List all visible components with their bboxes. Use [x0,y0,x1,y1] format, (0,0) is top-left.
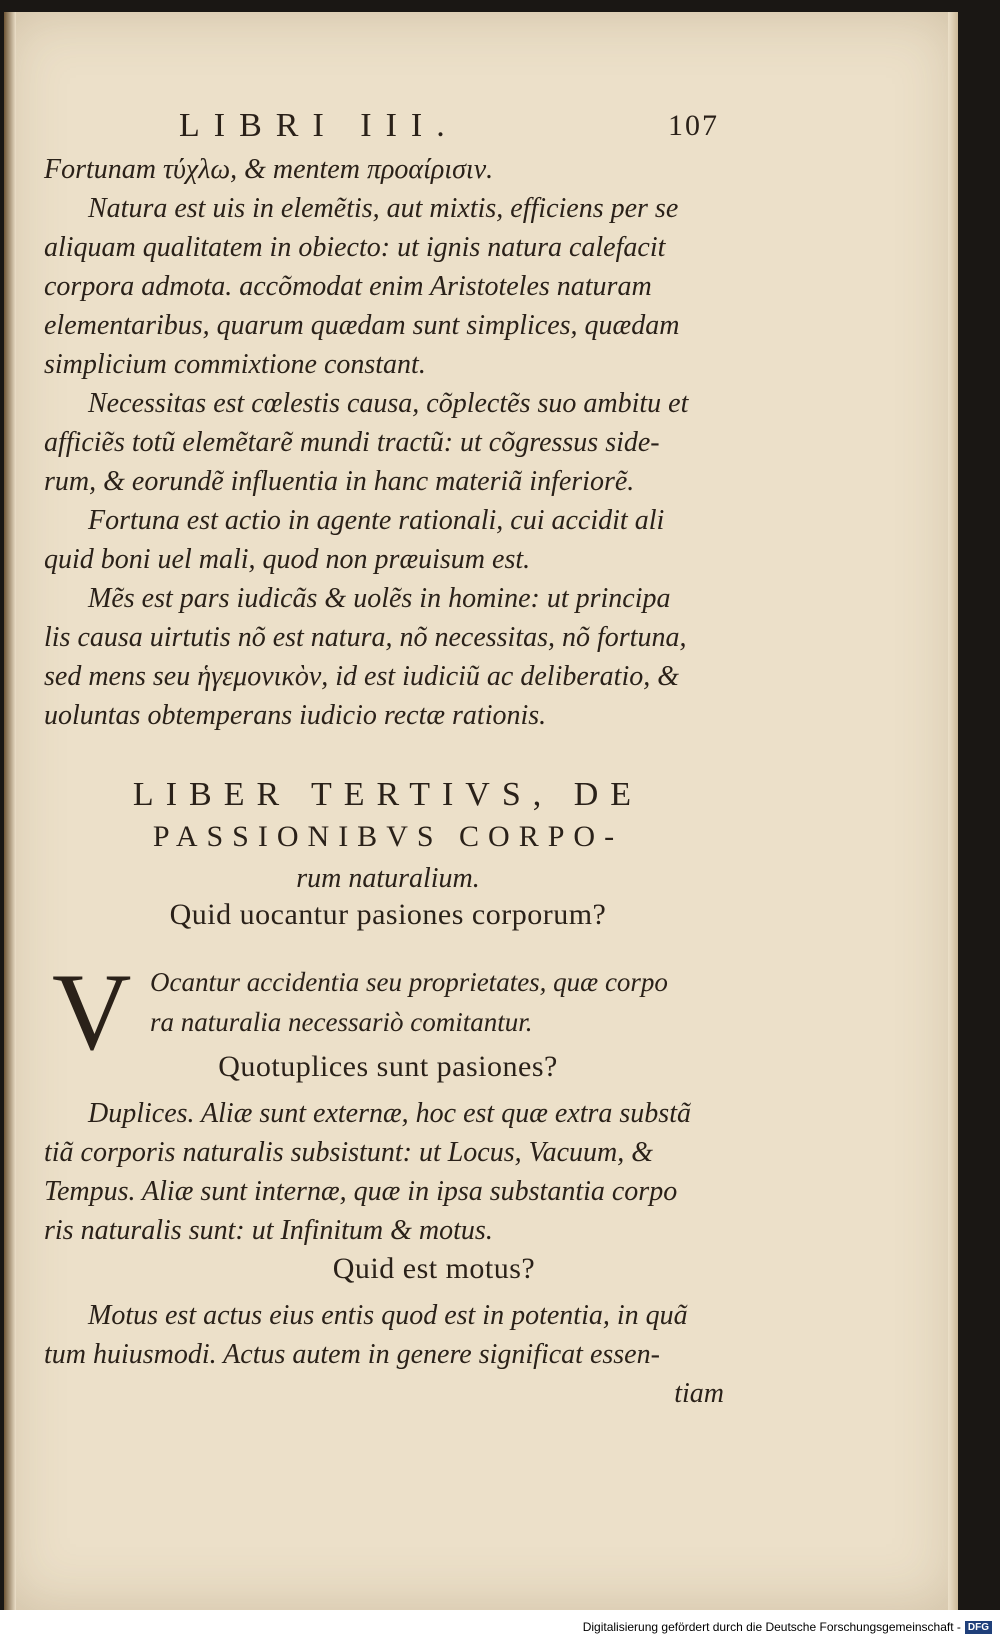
page-edge [948,12,958,1610]
book-title-line: LIBER TERTIVS, DE [132,776,644,813]
text-line: corpora admota. accõmodat enim Aristoteles naturam [44,271,652,302]
running-head [179,107,719,145]
answer-block [44,1296,724,1413]
book-title [48,774,728,900]
text-line: Fortunam τύχλω, & mentem προαίρισιν. [44,154,494,185]
credit-text: Digitalisierung gefördert durch die Deutsche Forschungsgemeinschaft - [582,1620,961,1634]
text-line: afficiẽs totũ elemẽtarẽ mundi tractũ: ut cõgressus side- [44,427,660,458]
text-line: Fortuna est actio in agente rationali, cui accidit ali [88,505,665,536]
funding-credit [583,1620,992,1634]
catchword: tiam [674,1378,724,1409]
text-line: Tempus. Aliæ sunt internæ, quæ in ipsa substantia corpo [44,1176,678,1207]
folio-number: 107 [668,109,719,142]
text-line: tiã corporis naturalis subsistunt: ut Locus, Vacuum, & [44,1137,654,1168]
text-line: sed mens seu ἡγεμονικὸν, id est iudiciũ ac deliberatio, & [44,661,680,692]
text-line: uoluntas obtemperans iudicio rectæ rationis. [44,700,547,731]
footer-bar [0,1610,1000,1639]
book-title-line: PASSIONIBVS CORPO- [152,820,624,853]
text-line: ra naturalia necessariò comitantur. [150,1007,533,1037]
question-heading: Quotuplices sunt pasiones? [218,1050,558,1083]
text-line: rum, & eorundẽ influentia in hanc materiã inferiorẽ. [44,466,635,497]
answer-block [44,1094,724,1250]
text-line: Necessitas est cœlestis causa, cõplectẽs suo ambitu et [88,388,689,419]
text-line: quid boni uel mali, quod non præuisum est. [44,544,531,575]
text-block-top [44,150,724,735]
text-line: simplicium commixtione constant. [44,349,426,380]
text-line: aliquam qualitatem in obiecto: ut ignis natura calefacit [44,232,666,263]
answer-block [150,962,720,1042]
text-line: Duplices. Aliæ sunt externæ, hoc est quæ extra substã [88,1098,691,1129]
text-line: Natura est uis in elemẽtis, aut mixtis, efficiens per se [88,193,679,224]
dfg-logo-icon: DFG [965,1621,992,1634]
running-head-title: LIBRI III. [179,107,459,144]
text-line: elementaribus, quarum quædam sunt simplices, quædam [44,310,680,341]
page-spine-shadow [4,12,16,1610]
question-heading: Quid est motus? [332,1252,536,1285]
book-page [4,12,958,1610]
decorated-initial: V [52,951,132,1073]
book-title-line: rum naturalium. [296,863,480,894]
text-line: lis causa uirtutis nõ est natura, nõ necessitas, nõ fortuna, [44,622,687,653]
text-line: ris naturalis sunt: ut Infinitum & motus. [44,1215,493,1246]
text-line: Motus est actus eius entis quod est in potentia, in quã [88,1300,688,1331]
question-heading: Quid uocantur pasiones corporum? [169,898,607,931]
text-line: Ocantur accidentia seu proprietates, quæ corpo [150,967,668,997]
text-line: Mẽs est pars iudicãs & uolẽs in homine: ut principa [88,583,671,614]
text-line: tum huiusmodi. Actus autem in genere significat essen- [44,1339,660,1370]
